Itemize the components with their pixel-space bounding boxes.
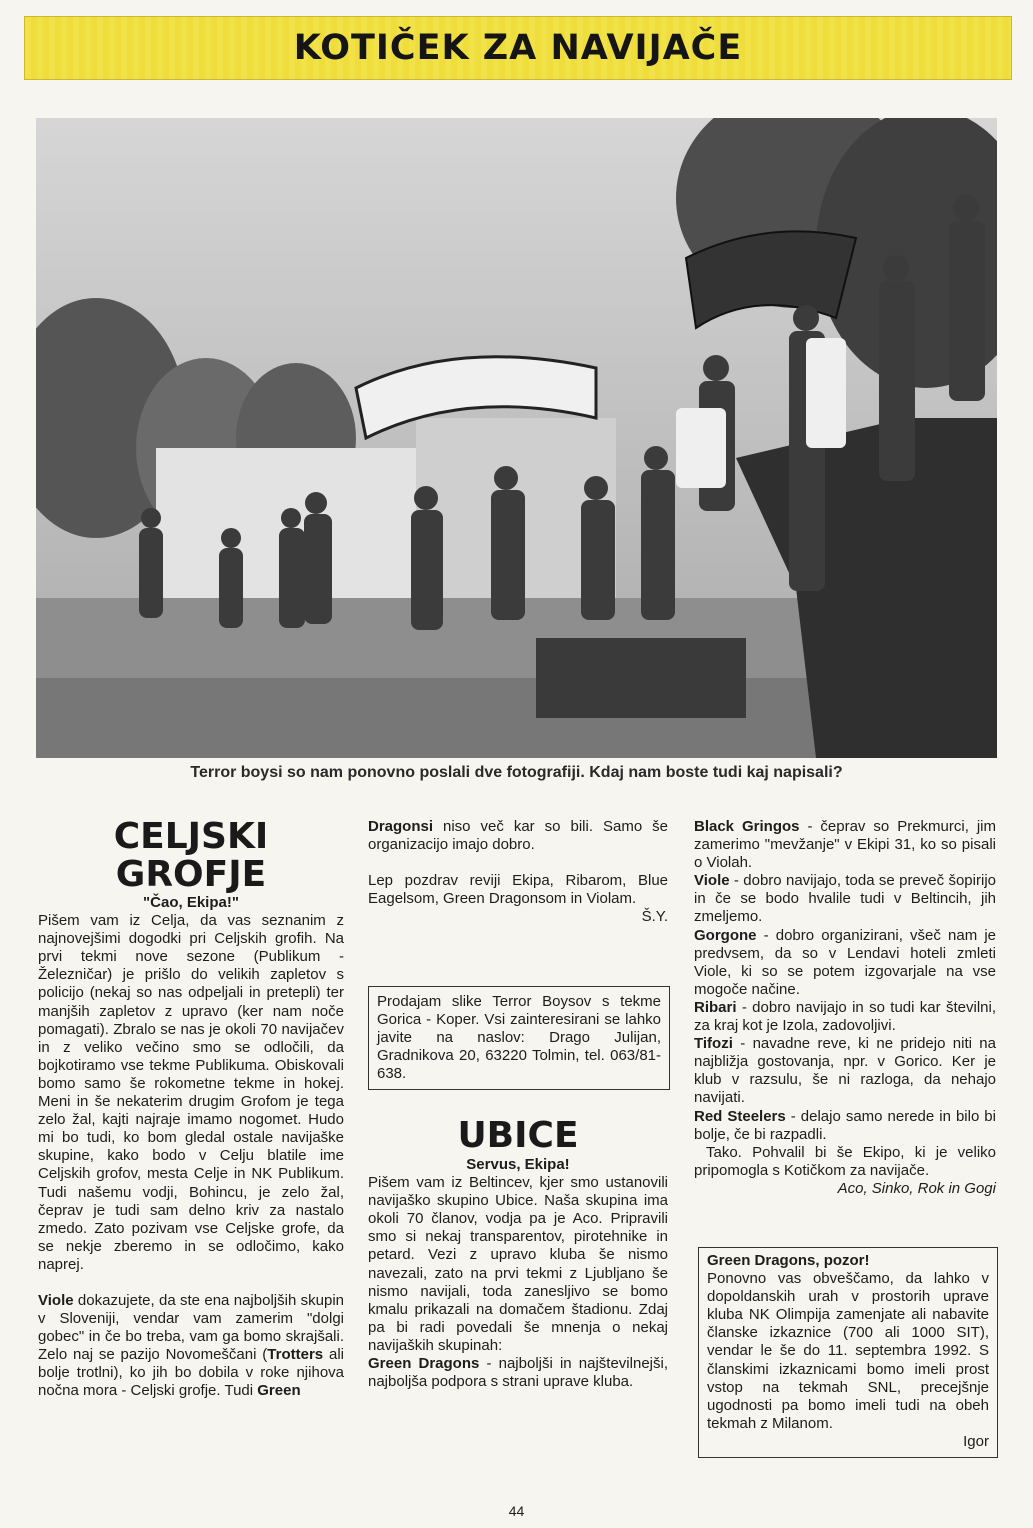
group-name: Viole bbox=[38, 1291, 74, 1309]
article-paragraph: Green Dragons - najboljši in najštevilnejši, najboljša podpora s strani uprave kluba. bbox=[368, 1355, 668, 1391]
notice-box bbox=[698, 1247, 998, 1458]
notice-title: Green Dragons, pozor! bbox=[707, 1252, 870, 1269]
notice-text: Ponovno vas obveščamo, da lahko v dopoldanskih urah v prostorih uprave kluba NK Olimpija zamenjate ali nabavite članske izkaznice (700 ali 1000 SIT), vendar le še do 11. septembra 1992. S članskimi izkaznicami bomo imeli prost vstop na tekmah SNL, precejšnje ugodnosti pa bomo imeli tudi na obeh tekmah z Milanom. bbox=[707, 1270, 989, 1432]
notice-signature: Igor bbox=[963, 1432, 989, 1450]
greeting-paragraph: Lep pozdrav reviji Ekipa, Ribarom, Blue Eagelsom, Green Dragonsom in Violam. bbox=[368, 872, 668, 908]
page-number: 44 bbox=[508, 1503, 525, 1519]
photo-caption: Terror boysi so nam ponovno poslali dve fotografiji. Kdaj nam boste tudi kaj napisali? bbox=[190, 764, 843, 781]
column-celjski-grofje bbox=[38, 818, 344, 1401]
group-photo bbox=[36, 118, 997, 758]
group-name: Green Dragons bbox=[368, 1355, 480, 1373]
article-heading-celjski bbox=[38, 818, 344, 894]
ad-text: Prodajam slike Terror Boysov s tekme Gorica - Koper. Vsi zainteresirani se lahko javite na naslov: Drago Julijan, Gradnikova 20, 63220 Tolmin, tel. 063/81-638. bbox=[377, 993, 661, 1083]
group-name: Red Steelers bbox=[694, 1107, 786, 1125]
signature: Aco, Sinko, Rok in Gogi bbox=[837, 1179, 996, 1197]
column-right bbox=[694, 818, 996, 1198]
heading-line-2: GROFJE bbox=[115, 854, 267, 895]
column-middle bbox=[368, 818, 668, 926]
heading-line-1: CELJSKI bbox=[113, 816, 269, 857]
list-item: Black Gringos - čeprav so Prekmurci, jim zamerimo "mevžanje" v Ekipi 31, ko so pisali o Violah. bbox=[694, 818, 996, 872]
list-item: Red Steelers - delajo samo nerede in bilo bi bolje, če bi razpadli. bbox=[694, 1107, 996, 1143]
article-paragraph: Viole dokazujete, da ste ena najboljših skupin v Sloveniji, vendar vam zamerim "dolgi gobec" in če bo treba, vam ga bomo skrajšali. Zelo naj se pazijo Novomeščani (Trotters ali bolje trotlni), ko jih bo dobila v roke njihova nočna mora - Celjski grofje. Tudi Green bbox=[38, 1291, 345, 1400]
list-item: Tifozi - navadne reve, ki ne pridejo niti na najbližja gostovanja, npr. v Gorico. Ker je klub v razsulu, še ni razloga, da nehajo navijati. bbox=[694, 1035, 996, 1107]
group-name: Tifozi bbox=[694, 1035, 733, 1053]
classified-ad bbox=[368, 986, 670, 1090]
group-name: Green bbox=[257, 1382, 301, 1400]
group-name: Ribari bbox=[694, 998, 737, 1016]
group-name: Trotters bbox=[267, 1346, 324, 1364]
list-item: Viole - dobro navijajo, toda se preveč šopirijo in če se bodo hvalile tudi v Beltincih, jih zmeljemo. bbox=[694, 872, 996, 926]
group-name: Gorgone bbox=[694, 926, 757, 944]
closing-paragraph: Tako. Pohvalil bi še Ekipo, ki je veliko pripomogla s Kotičkom za navijače. bbox=[694, 1143, 996, 1179]
group-name: Dragonsi bbox=[368, 818, 434, 835]
group-name: Black Gringos bbox=[694, 818, 800, 835]
section-title: KOTIČEK ZA NAVIJAČE bbox=[293, 28, 743, 68]
list-item: Gorgone - dobro organizirani, všeč nam je predvsem, da so v Lendavi hoteli zmleti Viole, ki so se potem izgovarjale na vse mogoče načine. bbox=[694, 926, 996, 998]
article-paragraph: Pišem vam iz Celja, da vas seznanim z najnovejšimi dogodki pri Celjskih grofih. Na prvi tekmi nove sezone (Publikum - Železničar) je prišlo do velikih zapletov s policijo (nekaj so nas odpeljali in pretepli) ter manjših zapletov z upravo (ker nam noče pomagati). Zbralo se nas je okoli 70 navijačev in z veliko večino smo se odločili, da bojkotiramo vse tekme Publikuma. Obiskovali bomo samo še rokometne tekme in hokej. Meni in še nekaterim drugim Grofom je tega zelo žal, kajti najraje imamo nogomet. Hudo mi bo tudi, ko bom gledal ostale navijaške skupine, kako bodo v Celju blatile ime Celjskih grofov, mesta Celje in NK Publikum. Tudi našemu vodji, Bohincu, je zelo žal, čeprav je tudi sam delno kriv za nastalo zmedo. Zato pozivam vse Celjske grofe, da se nekje zberemo in se odločimo, kako naprej. bbox=[38, 912, 344, 1273]
article-greeting: "Čao, Ekipa!" bbox=[143, 894, 239, 911]
group-name: Viole bbox=[694, 872, 730, 890]
section-banner bbox=[24, 16, 1012, 80]
article-heading-ubice: UBICE bbox=[457, 1115, 579, 1156]
article-greeting: Servus, Ekipa! bbox=[466, 1156, 570, 1173]
signature: Š.Y. bbox=[641, 908, 668, 926]
column-ubice bbox=[368, 1116, 668, 1391]
list-item: Ribari - dobro navijajo in so tudi kar številni, za kraj kot je Izola, zadovoljivi. bbox=[694, 998, 996, 1035]
article-paragraph: Pišem vam iz Beltincev, kjer smo ustanovili navijaško skupino Ubice. Naša skupina ima okoli 70 članov, vodja pa je Aco. Pripravili smo si nekaj transparentov, pirotehnike in petard. Vezi z upravo kluba še nismo navezali, zato na prvi tekmi z Ljubljano še nismo navijali, toda zanesljivo se bomo kmalu prikazali na domačem štadionu. Zdaj pa bi radi povedali še mnenja o nekaj navijaških skupinah: bbox=[368, 1174, 668, 1354]
fans-photo-illustration bbox=[36, 118, 997, 758]
article-paragraph: Dragonsi niso več kar so bili. Samo še organizacijo imajo dobro. bbox=[368, 818, 668, 854]
